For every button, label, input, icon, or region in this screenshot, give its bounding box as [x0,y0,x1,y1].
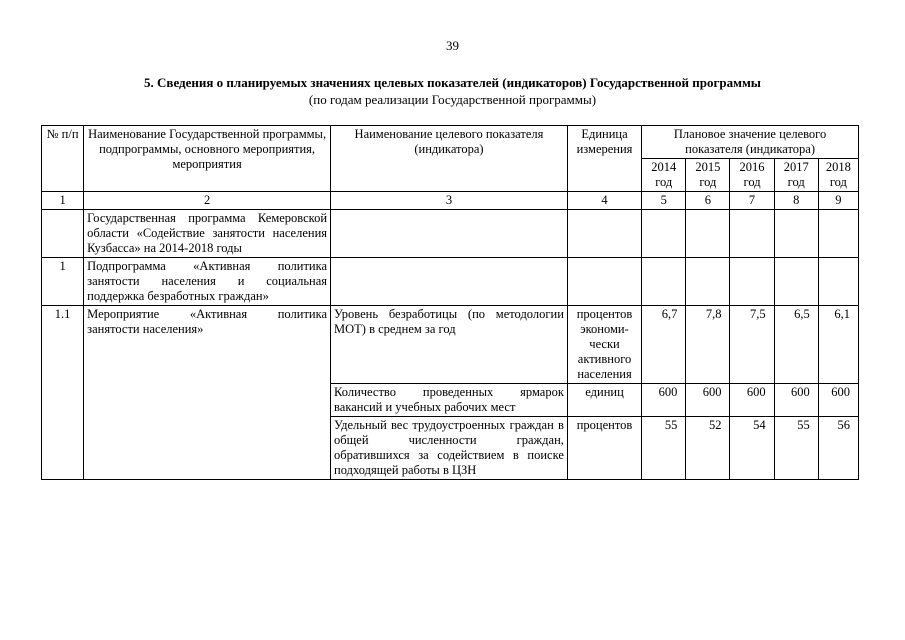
indicator-value: 6,1 [818,306,858,384]
indicator-value: 55 [642,417,686,480]
section-subtitle: (по годам реализации Государственной программы) [308,92,597,107]
indicator-value: 7,5 [730,306,774,384]
measure-row [42,306,859,384]
indicators-table [41,125,859,480]
indicator-name: Количество проведенных ярмарок вакансий и учебных рабочих мест [331,384,568,417]
indicator-value: 55 [774,417,818,480]
column-number: 1 [42,192,84,210]
indicator-name: Удельный вес трудоустроенных граждан в общей численности граждан, обратившихся за содействием в поиске подходящей работы в ЦЗН [331,417,568,480]
subprogram-row [42,258,859,306]
column-number: 4 [567,192,641,210]
indicator-value: 6,7 [642,306,686,384]
indicator-name: Уровень безработицы (по методологии МОТ) в среднем за год [331,306,568,384]
indicator-unit: единиц [567,384,641,417]
indicator-value: 52 [686,417,730,480]
indicator-value: 56 [818,417,858,480]
program-row [42,210,859,258]
header-year: 2016 год [730,159,774,192]
header-year: 2015 год [686,159,730,192]
header-program-name: Наименование Государственной программы, подпрограммы, основного мероприятия, мероприятия [84,126,331,192]
indicator-value: 600 [774,384,818,417]
column-number: 5 [642,192,686,210]
column-number: 6 [686,192,730,210]
header-year: 2014 год [642,159,686,192]
indicator-unit: процентов [567,417,641,480]
column-number: 3 [331,192,568,210]
indicator-value: 54 [730,417,774,480]
subprogram-name: Подпрограмма «Активная политика занятости населения и социальная поддержка безработных граждан» [84,258,331,306]
row-num [42,210,84,258]
column-number: 7 [730,192,774,210]
column-numbers-row [42,192,859,210]
page-number: 39 [446,38,459,53]
column-number: 2 [84,192,331,210]
row-num: 1.1 [42,306,84,480]
indicator-unit: процентов экономи-чески активного населения [567,306,641,384]
indicator-value: 600 [686,384,730,417]
indicator-value: 6,5 [774,306,818,384]
section-title: 5. Сведения о планируемых значениях целевых показателей (индикаторов) Государственной программы [144,75,761,90]
header-planned-value: Плановое значение целевого показателя (индикатора) [642,126,859,159]
row-num: 1 [42,258,84,306]
header-row [42,126,859,159]
header-year: 2018 год [818,159,858,192]
column-number: 8 [774,192,818,210]
indicator-value: 600 [642,384,686,417]
indicator-value: 7,8 [686,306,730,384]
column-number: 9 [818,192,858,210]
indicator-value: 600 [818,384,858,417]
header-unit: Единица измерения [567,126,641,192]
program-name: Государственная программа Кемеровской области «Содействие занятости населения Кузбасса» на 2014-2018 годы [84,210,331,258]
indicator-value: 600 [730,384,774,417]
measure-name: Мероприятие «Активная политика занятости населения» [84,306,331,480]
header-year: 2017 год [774,159,818,192]
header-num: № п/п [42,126,84,192]
header-indicator-name: Наименование целевого показателя (индикатора) [331,126,568,192]
